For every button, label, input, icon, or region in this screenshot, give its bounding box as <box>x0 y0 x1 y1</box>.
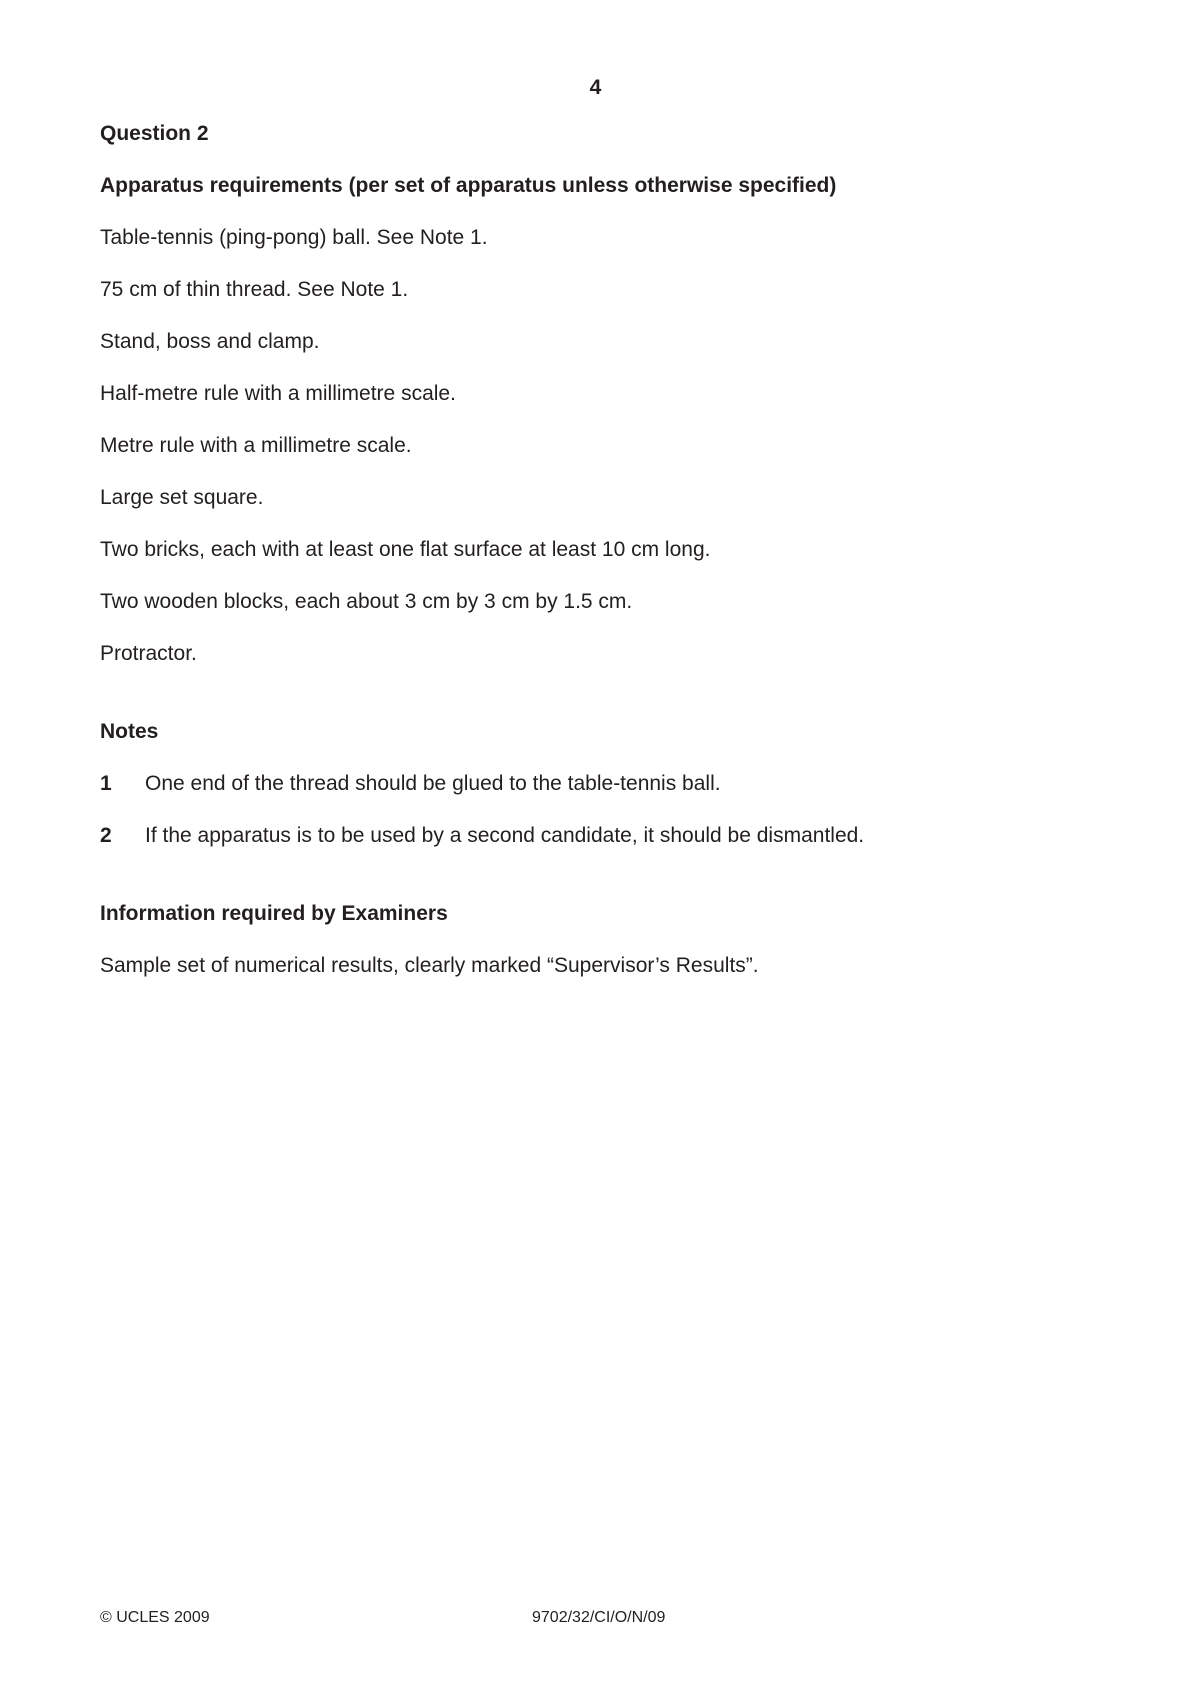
question-title: Question 2 <box>100 122 209 145</box>
note-text: If the apparatus is to be used by a second candidate, it should be dismantled. <box>145 824 865 847</box>
apparatus-heading: Apparatus requirements (per set of apparatus unless otherwise specified) <box>100 174 837 197</box>
apparatus-item: Stand, boss and clamp. <box>100 330 320 353</box>
note-number: 2 <box>100 824 112 847</box>
note-text: One end of the thread should be glued to the table-tennis ball. <box>145 772 721 795</box>
apparatus-item: Metre rule with a millimetre scale. <box>100 434 412 457</box>
apparatus-list <box>100 225 1100 667</box>
apparatus-item: Table-tennis (ping-pong) ball. See Note 1. <box>100 226 488 249</box>
apparatus-item: Protractor. <box>100 642 197 665</box>
apparatus-item: Large set square. <box>100 486 264 509</box>
footer-code: 9702/32/CI/O/N/09 <box>532 1609 666 1626</box>
notes-list <box>100 771 1100 849</box>
information-text: Sample set of numerical results, clearly marked “Supervisor’s Results”. <box>100 954 759 977</box>
apparatus-item: 75 cm of thin thread. See Note 1. <box>100 278 409 301</box>
information-heading: Information required by Examiners <box>100 902 448 925</box>
notes-heading: Notes <box>100 720 159 743</box>
apparatus-item: Two bricks, each with at least one flat surface at least 10 cm long. <box>100 538 711 561</box>
footer-copyright: © UCLES 2009 <box>100 1609 210 1626</box>
note-item <box>100 823 1100 849</box>
apparatus-item: Two wooden blocks, each about 3 cm by 3 cm by 1.5 cm. <box>100 590 633 613</box>
document-body <box>100 121 1100 979</box>
note-item <box>100 771 1100 797</box>
page-number: 4 <box>589 76 602 99</box>
apparatus-item: Half-metre rule with a millimetre scale. <box>100 382 456 405</box>
note-number: 1 <box>100 772 112 795</box>
